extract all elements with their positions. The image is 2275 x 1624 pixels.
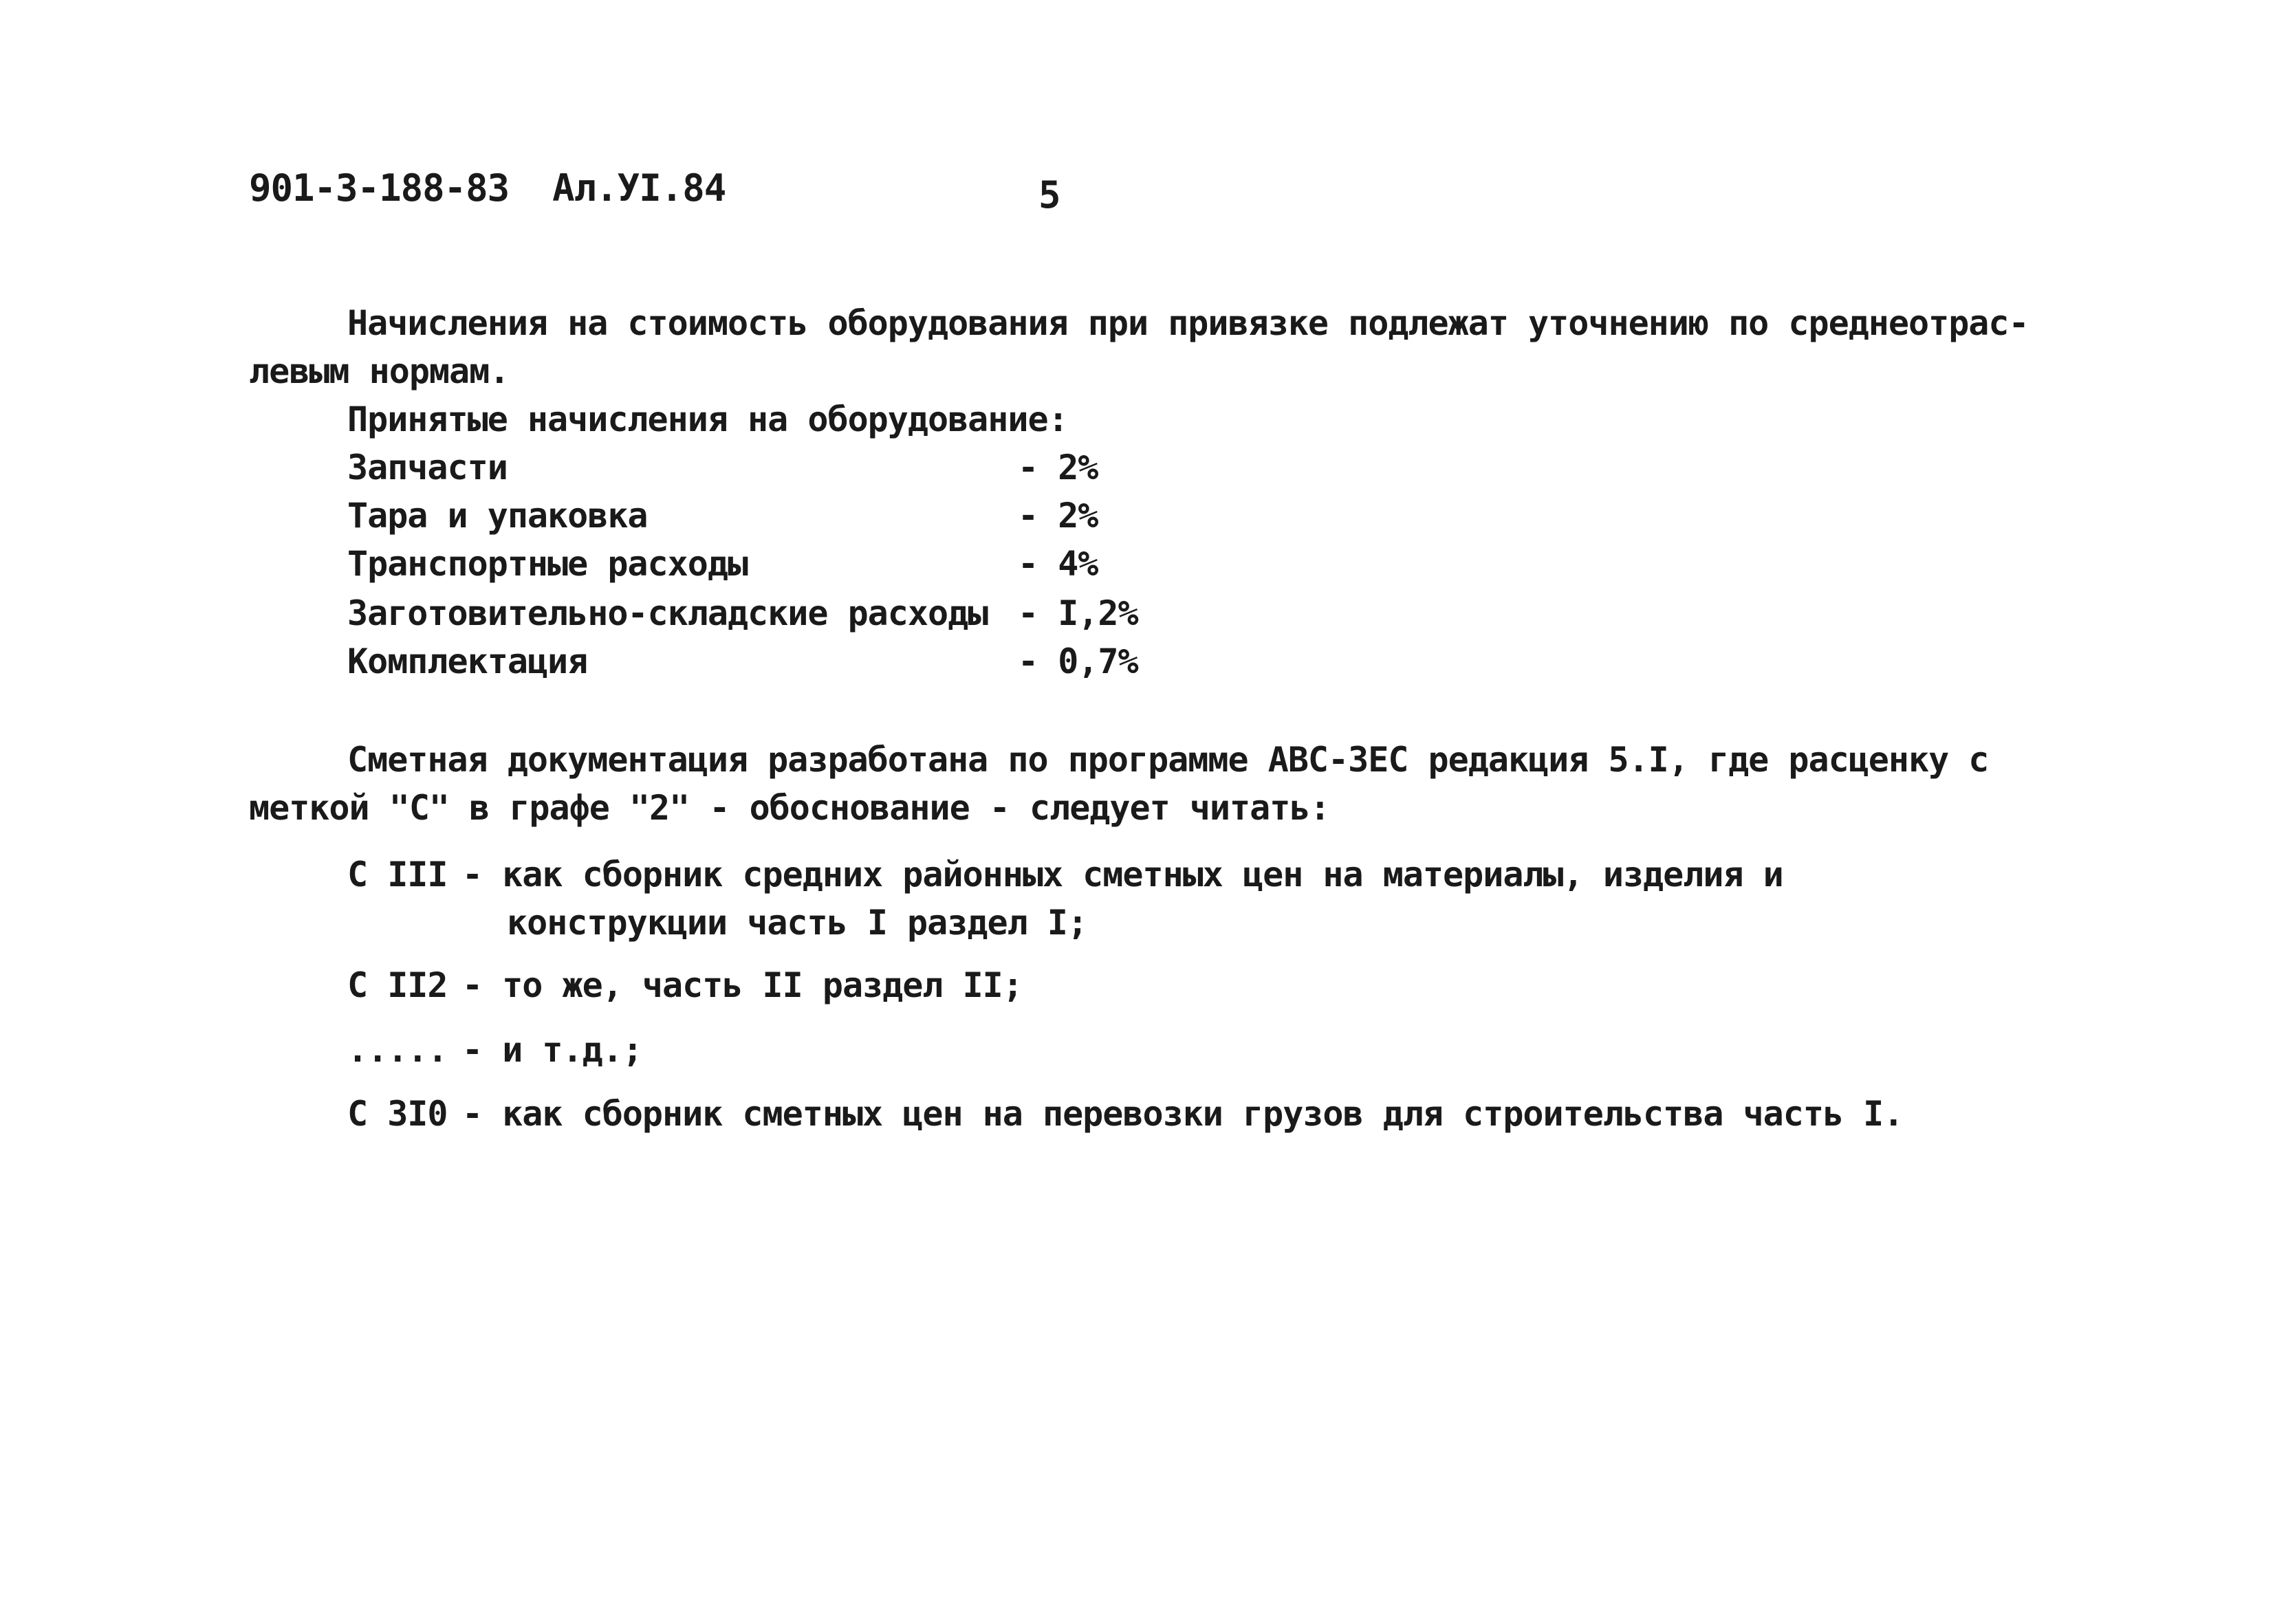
charge-label-transport: Транспортные расходы [347,544,748,584]
charge-label-procurement: Заготовительно-складские расходы [347,593,988,633]
charge-label-spare-parts: Запчасти [347,448,508,487]
code-c112: С II2 [347,965,448,1005]
charge-label-packaging: Тара и упаковка [347,496,648,536]
charge-value-assembly: - 0,7% [1018,641,1138,681]
charges-title: Принятые начисления на оборудование: [347,399,1068,439]
code-ellipsis: ..... [347,1030,448,1070]
document-code: 901-3-188-83 Ал.УI.84 [249,166,726,210]
program-line-1: Сметная документация разработана по программе АВС-ЗЕС редакция 5.I, где расценку с [347,740,1989,780]
code-c111-text-1: - как сборник средних районных сметных цен на материалы, изделия и [462,855,1783,895]
code-c310-text: - как сборник сметных цен на перевозки грузов для строительства часть I. [462,1094,1904,1134]
intro-line-1: Начисления на стоимость оборудования при привязке подлежат уточнению по среднеотрас- [347,303,2029,343]
code-c111-text-2: конструкции часть I раздел I; [507,903,1087,943]
charge-label-assembly: Комплектация [347,641,588,681]
program-line-2: меткой "С" в графе "2" - обоснование - следует читать: [249,788,1330,828]
charge-value-spare-parts: - 2% [1018,448,1098,487]
charge-value-procurement: - I,2% [1018,593,1138,633]
intro-line-2: левым нормам. [249,351,510,391]
code-c112-text: - то же, часть II раздел II; [462,965,1023,1005]
code-ellipsis-text: - и т.д.; [462,1030,642,1070]
code-c111: С III [347,855,448,895]
charge-value-packaging: - 2% [1018,496,1098,536]
code-c310: С 3I0 [347,1094,448,1134]
page-number: 5 [1038,173,1060,217]
charge-value-transport: - 4% [1018,544,1098,584]
